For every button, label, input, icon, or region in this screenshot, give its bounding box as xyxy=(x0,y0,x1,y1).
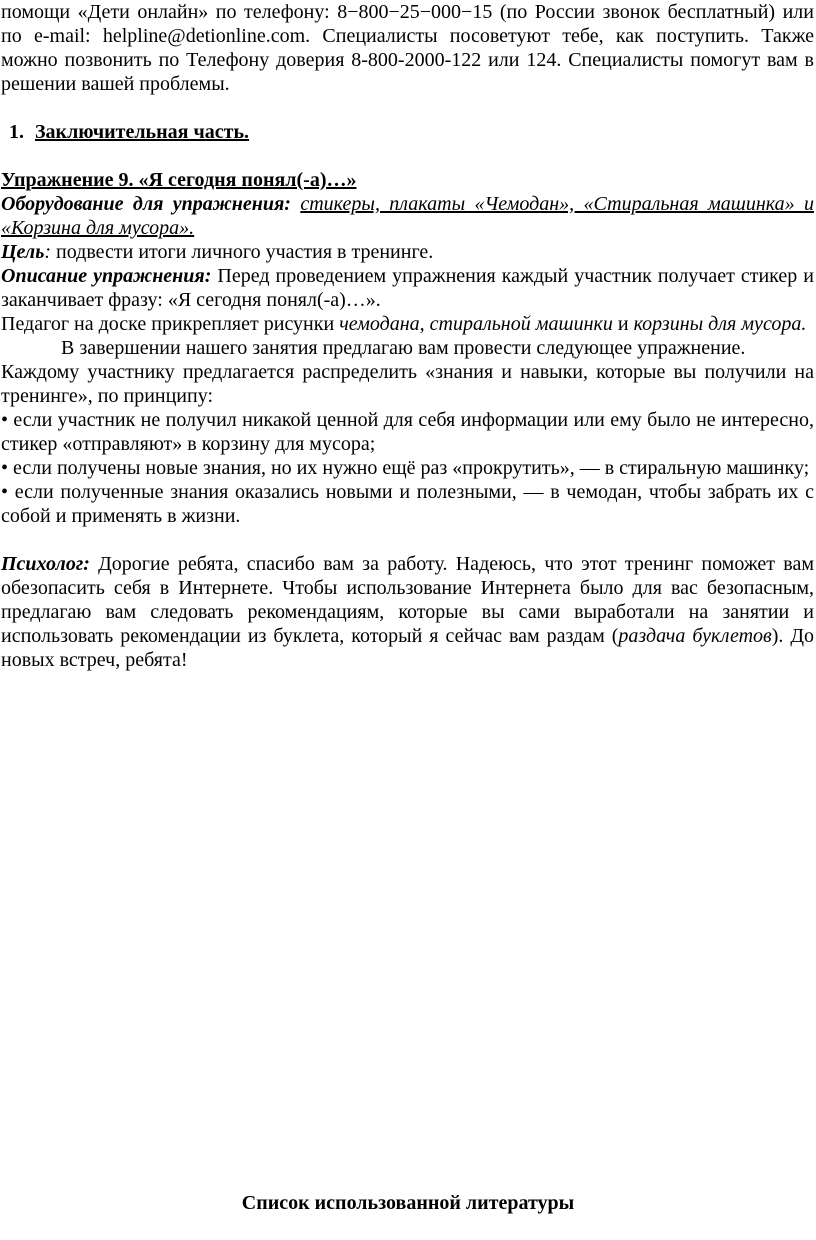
bibliography-title: Список использованной литературы xyxy=(241,1192,575,1214)
equipment-paragraph xyxy=(1,192,814,240)
spacer xyxy=(1,96,814,120)
goal-text: подвести итоги личного участия в тренинге. xyxy=(51,241,434,263)
conclusion-paragraph: В завершении нашего занятия предлагаю вам провести следующее упражнение. xyxy=(61,337,746,359)
goal-label: Цель xyxy=(1,241,45,263)
bullet-item: • если получены новые знания, но их нужно ещё раз «прокрутить», — в стиральную машинку; xyxy=(1,457,810,479)
teacher-text-2: и xyxy=(612,313,634,335)
teacher-italic-1: чемодана, стиральной машинки xyxy=(339,313,613,335)
description-paragraph xyxy=(1,264,814,312)
description-label: Описание упражнения: xyxy=(1,265,212,287)
spacer xyxy=(1,528,814,552)
section-title: Заключительная часть. xyxy=(35,121,250,143)
bullet-item: • если участник не получил никакой ценной для себя информации или ему было не интересно, стикер «отправляют» в корзину для мусора; xyxy=(1,409,814,455)
description-text: Перед проведением упражнения каждый участник получает стикер и заканчивает фразу: «Я сегодня понял(-а)…». xyxy=(1,265,814,311)
distribute-paragraph: Каждому участнику предлагается распределить «знания и навыки, которые вы получили на тренинге», по принципу: xyxy=(1,361,814,407)
teacher-text-1: Педагог на доске прикрепляет рисунки xyxy=(1,313,340,335)
section-number: 1. xyxy=(9,121,24,143)
psychologist-label: Психолог: xyxy=(1,553,90,575)
section-heading xyxy=(9,120,814,144)
goal-paragraph xyxy=(1,240,814,264)
psychologist-italic: раздача буклетов xyxy=(618,625,772,647)
goal-colon: : xyxy=(44,241,52,263)
psychologist-text-2: ). До новых встреч, ребята! xyxy=(1,625,814,671)
teacher-italic-2: корзины для мусора. xyxy=(633,313,807,335)
exercise-title: Упражнение 9. «Я сегодня понял(-а)…» xyxy=(1,169,357,191)
psychologist-paragraph xyxy=(1,552,814,672)
teacher-paragraph xyxy=(1,312,814,336)
bullet-item: • если полученные знания оказались новыми и полезными, — в чемодан, чтобы забрать их с собой и применять в жизни. xyxy=(1,481,814,527)
equipment-text: стикеры, плакаты «Чемодан», «Стиральная машинка» и «Корзина для мусора». xyxy=(1,193,815,239)
psychologist-text-1: Дорогие ребята, спасибо вам за работу. Надеюсь, что этот тренинг поможет вам обезопасить себя в Интернете. Чтобы использование Интернета было для вас безопасным, предлагаю вам следовать рекомендациям, которые вы сами выработали на занятии и использовать рекомендации из буклета, который я сейчас вам раздам ( xyxy=(1,553,814,647)
intro-paragraph: помощи «Дети онлайн» по телефону: 8−800−25−000−15 (по России звонок бесплатный) или по e-mail: helpline@detionline.com. Специалисты посоветуют тебе, как поступить. Также можно позвонить по Телефону доверия 8-800-2000-122 или 124. Специалисты помогут вам в решении вашей проблемы. xyxy=(1,1,814,95)
spacer xyxy=(1,144,814,168)
equipment-label: Оборудование для упражнения: xyxy=(1,193,291,215)
document-body xyxy=(1,0,814,672)
